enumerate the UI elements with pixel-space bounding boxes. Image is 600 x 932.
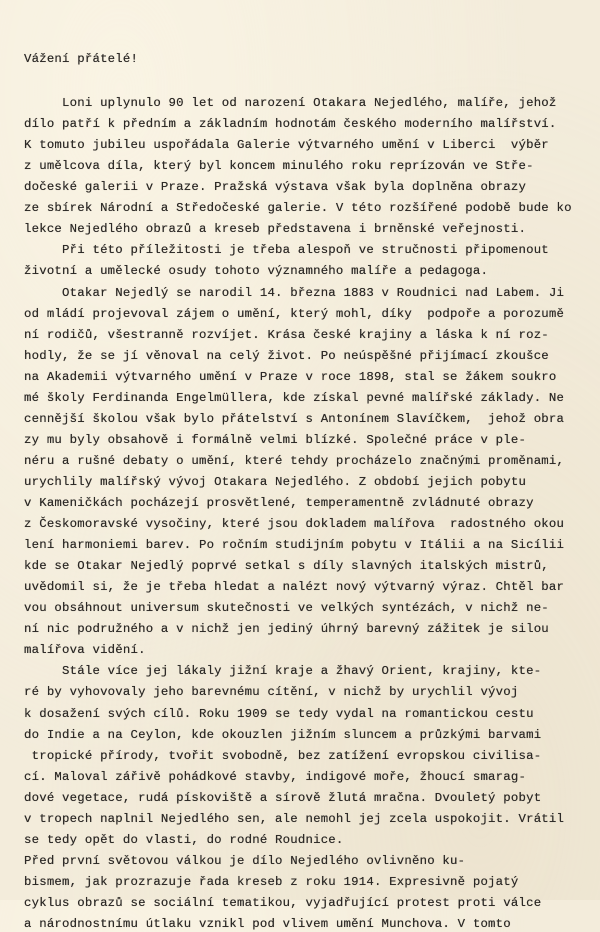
- letter-line: hodly, že se jí věnoval na celý život. Po neúspěšné přijímací zkoušce: [24, 348, 549, 363]
- letter-line: ní rodičů, všestranně rozvíjet. Krása české krajiny a láska k ní roz-: [24, 327, 549, 342]
- letter-line: životní a umělecké osudy tohoto významného malíře a pedagoga.: [24, 264, 489, 279]
- letter-line: cennější školou však bylo přátelství s Antonínem Slavíčkem, jehož obra: [24, 411, 565, 426]
- letter-line: Před první světovou válkou je dílo Nejedlého ovlivněno ku-: [24, 853, 466, 868]
- letter-line: k dosažení svých cílů. Roku 1909 se tedy vydal na romantickou cestu: [24, 706, 534, 721]
- letter-line: malířova vidění.: [24, 643, 146, 658]
- letter-line: Loni uplynulo 90 let od narození Otakara Nejedlého, malíře, jehož: [24, 96, 557, 110]
- letter-line: bismem, jak prozrazuje řada kreseb z roku 1914. Expresivně pojatý: [24, 874, 519, 889]
- letter-line: ní nic podružného a v nichž jen jediný úhrný barevný zážitek je silou: [24, 622, 549, 637]
- letter-line: a národnostnímu útlaku vznikl pod vlivem umění Munchova. V tomto: [24, 917, 511, 931]
- letter-line: dové vegetace, rudá pískoviště a sírově žlutá mračna. Dvouletý pobyt: [24, 790, 542, 805]
- letter-line: vou obsáhnout universum skutečnosti ve velkých syntézách, v nichž ne-: [24, 601, 549, 616]
- letter-line: néru a rušné debaty o umění, které tehdy procházelo značnými proměnami,: [24, 453, 565, 468]
- letter-line: uvědomil si, že je třeba hledat a nalézt nový výtvarný výraz. Chtěl bar: [24, 580, 565, 595]
- letter-line: mé školy Ferdinanda Engelmüllera, kde získal pevné malířské základy. Ne: [24, 390, 565, 405]
- letter-line: na Akademii výtvarného umění v Praze v roce 1898, stal se žákem soukro: [24, 369, 557, 384]
- letter-line: z Českomoravské vysočiny, které jsou dokladem malířova radostného okou: [24, 517, 565, 531]
- letter-line: cyklus obrazů se sociální tematikou, vyjadřující protest proti válce: [24, 895, 542, 910]
- letter-line: lekce Nejedlého obrazů a kreseb představena i brněnské veřejnosti.: [24, 222, 527, 237]
- letter-line: dílo patří k předním a základním hodnotám českého moderního malířství.: [24, 117, 557, 131]
- letter-line: tropické přírody, tvořit svobodně, bez zatížení evropskou civilisa-: [24, 748, 542, 763]
- letter-line: lení harmoniemi barev. Po ročním studijním pobytu v Itálii a na Sicílii: [24, 538, 565, 552]
- salutation: Vážení přátelé!: [24, 52, 139, 66]
- letter-line: Při této příležitosti je třeba alespoň ve stručnosti připomenout: [24, 243, 549, 258]
- letter-line: cí. Maloval zářivě pohádkové stavby, indigové moře, žhoucí smarag-: [24, 769, 527, 784]
- letter-line: kde se Otakar Nejedlý poprvé setkal s díly slavných italských mistrů,: [24, 559, 549, 574]
- letter-line: od mládí projevoval zájem o umění, který mohl, díky podpoře a porozumě: [24, 306, 565, 321]
- letter-line: se tedy opět do vlasti, do rodné Roudnice.: [24, 832, 344, 847]
- letter-line: v Kameničkách pocházejí prosvětlené, temperamentně zvládnuté obrazy: [24, 495, 534, 510]
- letter-line: z umělcova díla, který byl koncem minulého roku reprízován ve Stře-: [24, 159, 534, 174]
- letter-line: Otakar Nejedlý se narodil 14. března 1883 v Roudnici nad Labem. Ji: [24, 285, 565, 300]
- letter-line: ré by vyhovovaly jeho barevnému cítění, v nichž by urychlil vývoj: [24, 685, 519, 700]
- letter-line: Stále více jej lákaly jižní kraje a žhavý Orient, krajiny, kte-: [24, 664, 542, 679]
- letter-line: urychlily malířský vývoj Otakara Nejedlého. Z období jejich pobytu: [24, 474, 527, 489]
- letter-line: dočeské galerii v Praze. Pražská výstava však byla doplněna obrazy: [24, 180, 527, 195]
- letter-line: ze sbírek Národní a Středočeské galerie. V této rozšířené podobě bude ko: [24, 201, 572, 216]
- letter-line: v tropech naplnil Nejedlého sen, ale nemohl jej zcela uspokojit. Vrátil: [24, 811, 565, 826]
- letter-line: K tomuto jubileu uspořádala Galerie výtvarného umění v Liberci výběr: [24, 138, 549, 153]
- letter-line: do Indie a na Ceylon, kde okouzlen jižním sluncem a průzkými barvami: [24, 727, 542, 742]
- letter-line: zy mu byly obsahově i formálně velmi blízké. Společné práce v ple-: [24, 432, 527, 447]
